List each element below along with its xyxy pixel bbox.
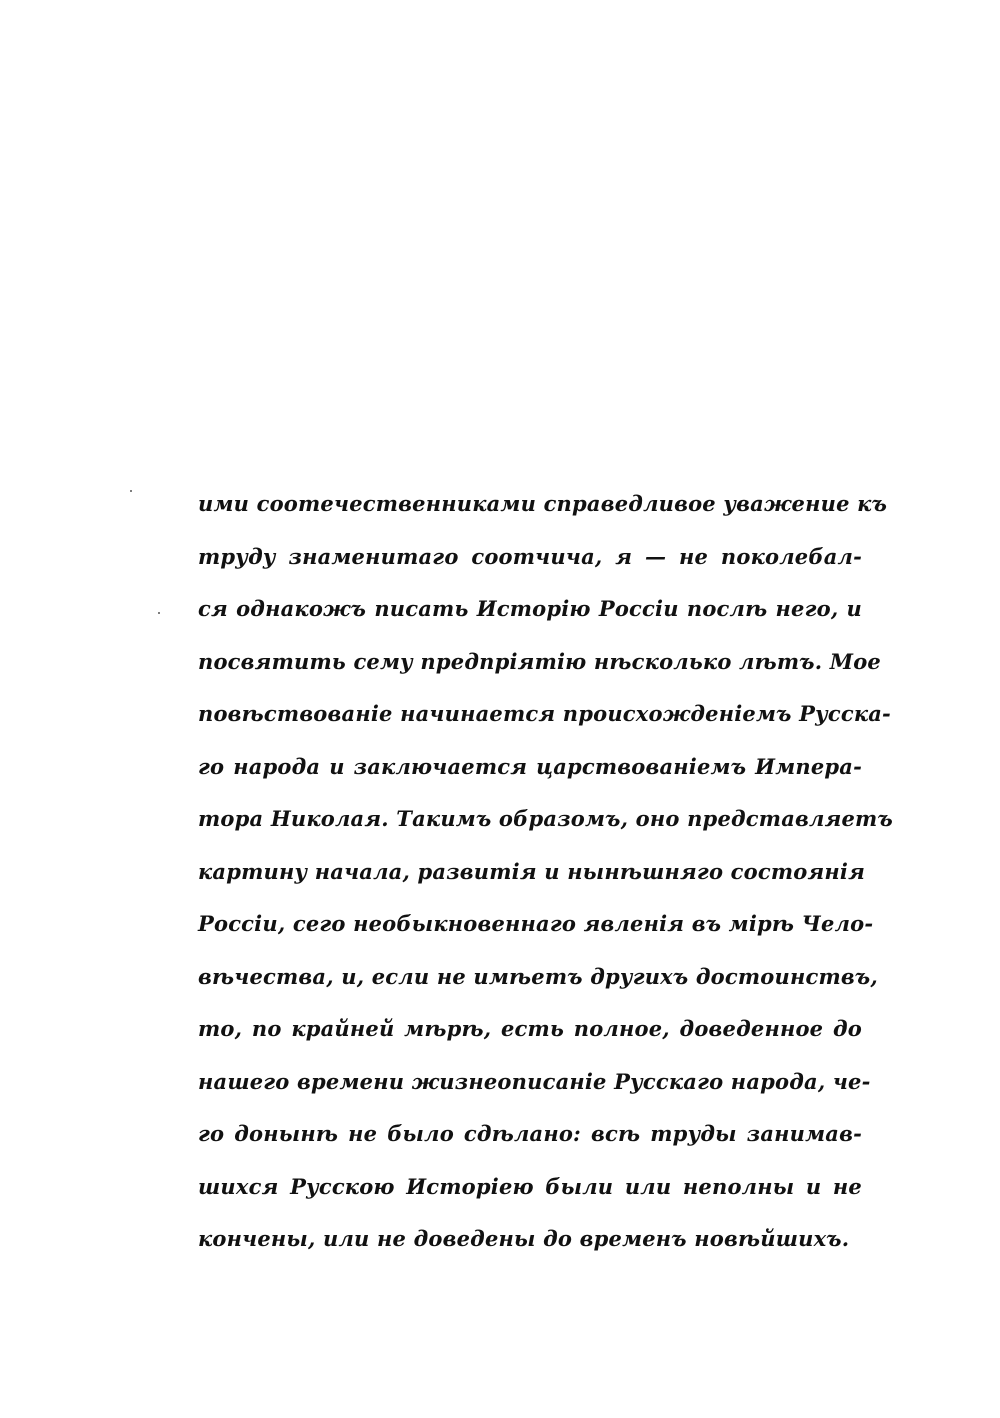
text-line: тора Николая. Такимъ образомъ, оно представляетъ <box>198 806 893 831</box>
text-line: кончены, или не доведены до временъ новѣйшихъ. <box>198 1226 850 1251</box>
text-line: ими соотечественниками справедливое уважение къ <box>198 491 888 516</box>
text-line: нашего времени жизнеописаніе Русскаго народа, че- <box>198 1068 871 1094</box>
body-paragraph <box>198 478 893 1266</box>
text-line: Россіи, сего необыкновеннаго явленія въ мірѣ Чело- <box>198 911 874 936</box>
margin-speck <box>130 490 132 492</box>
text-line: посвятить сему предпріятію нѣсколько лѣтъ. Мое <box>198 648 881 674</box>
text-line: труду знаменитаго соотчича, я — не поколебал- <box>198 543 862 569</box>
text-line: шихся Русскою Исторіею были или неполны и не <box>198 1173 862 1199</box>
text-line: повѣствованіе начинается происхожденіемъ Русска- <box>198 701 891 726</box>
text-line: картину начала, развитія и нынѣшняго состоянія <box>198 858 865 884</box>
text-line: то, по крайней мѣрѣ, есть полное, доведенное до <box>198 1016 862 1041</box>
margin-speck <box>158 612 160 614</box>
text-line: го донынѣ не было сдѣлано: всѣ труды занимав- <box>198 1121 862 1146</box>
text-line: го народа и заключается царствованіемъ Импера- <box>198 753 862 779</box>
text-line: ся однакожъ писать Исторію Россіи послѣ него, и <box>198 596 862 621</box>
text-line: вѣчества, и, если не имѣетъ другихъ достоинствъ, <box>198 963 878 989</box>
